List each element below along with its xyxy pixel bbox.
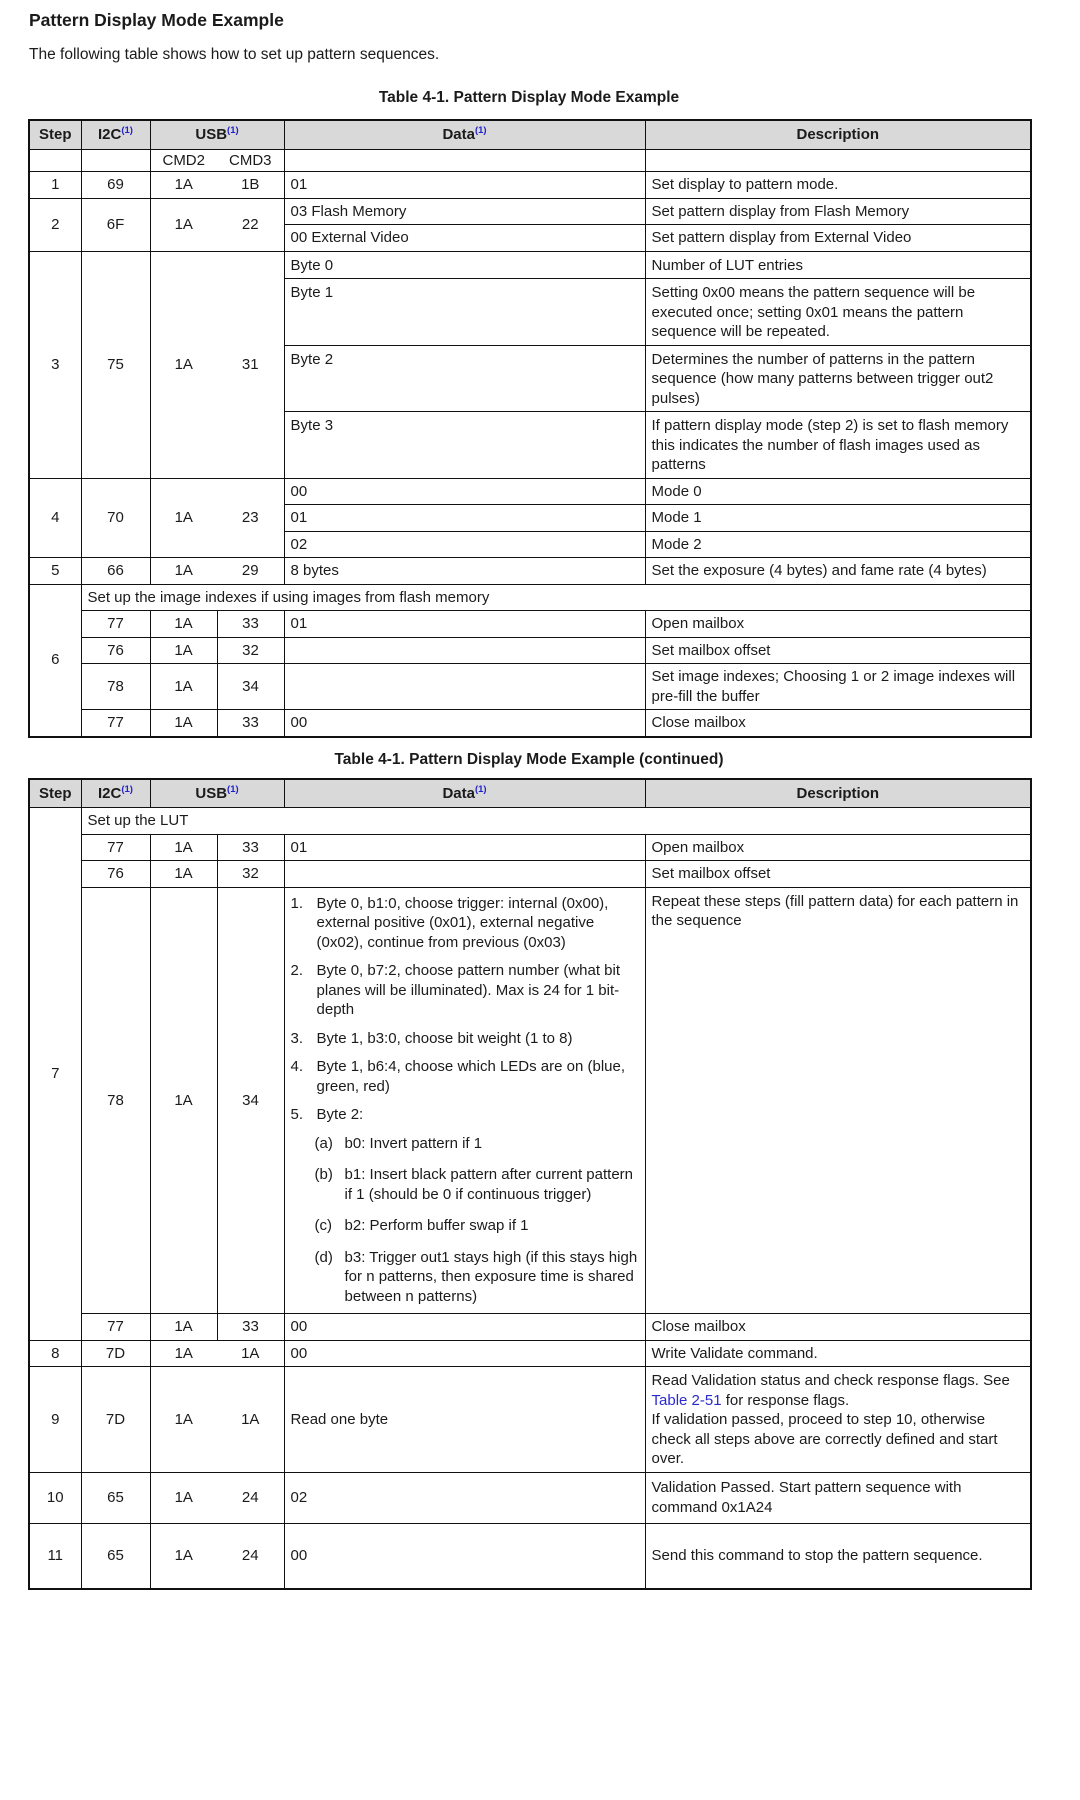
footnote-ref[interactable]: (1) — [474, 783, 487, 795]
page-heading: Pattern Display Mode Example — [29, 10, 284, 30]
list-number: 2. — [290, 962, 304, 979]
table-row-step7e — [29, 1314, 1031, 1341]
i2c-cell: 77 — [81, 710, 150, 737]
col-header-description — [645, 779, 1031, 808]
footnote-ref[interactable]: (1) — [474, 125, 487, 136]
cmd2-cell: 1A — [150, 172, 217, 199]
data-cell: 01 — [284, 834, 645, 861]
col-header-data-label: Data — [442, 784, 475, 802]
cmd3-cell: 33 — [217, 1314, 284, 1341]
table-link[interactable]: Table 2-51 — [651, 1391, 722, 1409]
cmd2-cell: 1A — [150, 861, 217, 888]
cmd-subheader-row — [29, 149, 1031, 172]
col-header-step-label: Step — [38, 126, 72, 143]
i2c-cell: 69 — [81, 172, 150, 199]
table-row-step6 — [29, 584, 1031, 611]
section-row-label: Set up the LUT — [81, 808, 1031, 835]
list-text: Byte 0, b1:0, choose trigger: internal (0x00), external positive (0x01), external negative (0x02), continue from previous (0x03) — [316, 894, 609, 951]
table-row-step2 — [29, 198, 1031, 225]
data-cell — [284, 637, 645, 664]
cmd3-cell: 32 — [217, 637, 284, 664]
table-row-step9 — [29, 1367, 1031, 1473]
data-cell: 00 — [284, 1340, 645, 1367]
col-header-usb-label: USB — [195, 126, 228, 143]
table-row-step6b — [29, 611, 1031, 638]
desc-cell — [645, 1367, 1031, 1473]
desc-cell: Set pattern display from Flash Memory — [645, 198, 1031, 225]
pattern-table-2 — [28, 778, 1032, 1590]
list-number: (b) — [314, 1166, 333, 1183]
i2c-cell: 78 — [81, 887, 150, 1314]
i2c-cell: 65 — [81, 1523, 150, 1589]
desc-cell: Set image indexes; Choosing 1 or 2 image indexes will pre-fill the buffer — [645, 664, 1031, 710]
i2c-cell: 75 — [81, 251, 150, 478]
desc-text: Read Validation status and check response flags. See — [651, 1372, 1010, 1389]
list-number: 3. — [290, 1029, 304, 1047]
step-cell — [29, 149, 81, 172]
i2c-cell: 77 — [81, 834, 150, 861]
cmd3-cell: 34 — [217, 887, 284, 1314]
col-header-step — [29, 779, 81, 808]
i2c-cell: 66 — [81, 558, 150, 585]
desc-cell: Open mailbox — [645, 611, 1031, 638]
table-row-step7b — [29, 834, 1031, 861]
cmd3-cell: 32 — [217, 861, 284, 888]
list-item — [291, 1057, 639, 1096]
desc-cell: Send this command to stop the pattern sequence. — [645, 1523, 1031, 1589]
list-text: b2: Perform buffer swap if 1 — [344, 1217, 529, 1234]
cmd3-cell: 1A — [217, 1367, 284, 1473]
data-cell: 01 — [284, 611, 645, 638]
col-header-i2c — [81, 120, 150, 149]
col-header-usb — [150, 779, 284, 808]
desc-cell: Close mailbox — [645, 1314, 1031, 1341]
header-row — [29, 779, 1031, 808]
data-cell: 01 — [284, 172, 645, 199]
list-number: (a) — [314, 1134, 333, 1152]
data-cell: Read one byte — [284, 1367, 645, 1473]
cmd3-cell: 24 — [217, 1523, 284, 1589]
cmd2-cell: 1A — [150, 1314, 217, 1341]
data-cell — [284, 149, 645, 172]
data-cell: Byte 1 — [284, 279, 645, 346]
list-text: Byte 1, b3:0, choose bit weight (1 to 8) — [316, 1029, 573, 1047]
list-text: b0: Invert pattern if 1 — [344, 1134, 483, 1152]
desc-cell: Open mailbox — [645, 834, 1031, 861]
desc-cell: Validation Passed. Start pattern sequence with command 0x1A24 — [645, 1472, 1031, 1523]
step-cell: 4 — [29, 478, 81, 558]
cmd3-cell: 1B — [217, 172, 284, 199]
footnote-ref[interactable]: (1) — [121, 125, 133, 136]
table-caption-2: Table 4-1. Pattern Display Mode Example (continued) — [334, 750, 724, 768]
i2c-cell: 77 — [81, 1314, 150, 1341]
section-row-label: Set up the image indexes if using images from flash memory — [81, 584, 1031, 611]
cmd3-cell: 24 — [217, 1472, 284, 1523]
list-text: Byte 2: — [316, 1106, 364, 1123]
cmd2-cell: 1A — [150, 710, 217, 737]
col-header-description-label: Description — [796, 126, 880, 143]
i2c-cell: 65 — [81, 1472, 150, 1523]
cmd2-cell: 1A — [150, 1367, 217, 1473]
i2c-cell: 6F — [81, 198, 150, 251]
table-row-step1 — [29, 172, 1031, 199]
table-row-step10 — [29, 1472, 1031, 1523]
list-subitem — [315, 1165, 639, 1204]
data-cell: Byte 2 — [284, 345, 645, 412]
list-text: b1: Insert black pattern after current pattern if 1 (should be 0 if continuous trigger) — [344, 1166, 634, 1203]
data-cell — [284, 887, 645, 1314]
step-cell: 5 — [29, 558, 81, 585]
table-caption-1: Table 4-1. Pattern Display Mode Example — [378, 89, 680, 106]
col-header-step — [29, 120, 81, 149]
cmd2-cell: 1A — [150, 478, 217, 558]
table-row-step6e — [29, 710, 1031, 737]
cmd2-cell: 1A — [150, 664, 217, 710]
col-header-description — [645, 120, 1031, 149]
col-header-data-label: Data — [442, 126, 475, 143]
step-cell: 7 — [29, 808, 81, 1341]
desc-cell: Mode 1 — [645, 505, 1031, 532]
data-cell: 02 — [284, 1472, 645, 1523]
table-row-step8 — [29, 1340, 1031, 1367]
desc-cell: Number of LUT entries — [645, 251, 1031, 279]
footnote-ref[interactable]: (1) — [227, 783, 239, 795]
cmd2-cell: 1A — [150, 558, 217, 585]
col-header-usb-label: USB — [195, 784, 228, 802]
col-header-step-label: Step — [38, 784, 72, 802]
list-number: (c) — [314, 1217, 333, 1234]
list-number: 1. — [290, 894, 304, 912]
cmd2-cell: 1A — [150, 198, 217, 251]
step-cell: 6 — [29, 584, 81, 737]
step-cell: 3 — [29, 251, 81, 478]
list-subitem — [315, 1248, 639, 1307]
data-cell: 00 — [284, 478, 645, 505]
desc-text: If validation passed, proceed to step 10, otherwise check all steps above are correctly defined and start over. — [651, 1411, 998, 1467]
i2c-cell — [81, 149, 150, 172]
step-cell: 8 — [29, 1340, 81, 1367]
data-cell: 00 — [284, 1523, 645, 1589]
list-text: Byte 0, b7:2, choose pattern number (what bit planes will be illuminated). Max is 24 for 1 bit-depth — [316, 962, 621, 1018]
i2c-cell: 76 — [81, 637, 150, 664]
cmd2-cell: 1A — [150, 887, 217, 1314]
cmd3-cell: 1A — [217, 1340, 284, 1367]
data-cell: Byte 3 — [284, 412, 645, 479]
table-row-step4 — [29, 478, 1031, 505]
cmd2-cell: 1A — [150, 637, 217, 664]
desc-cell: Write Validate command. — [645, 1340, 1031, 1367]
header-row — [29, 120, 1031, 149]
cmd2-cell: 1A — [150, 611, 217, 638]
cmd2-header-cell: CMD2 — [150, 149, 217, 172]
cmd3-cell: 22 — [217, 198, 284, 251]
cmd3-cell: 33 — [217, 611, 284, 638]
data-cell: 00 — [284, 710, 645, 737]
i2c-cell: 70 — [81, 478, 150, 558]
desc-cell — [645, 149, 1031, 172]
cmd2-cell: 1A — [150, 1523, 217, 1589]
step-cell: 1 — [29, 172, 81, 199]
col-header-data — [284, 120, 645, 149]
list-subitem — [315, 1216, 639, 1236]
intro-text: The following table shows how to set up pattern sequences. — [29, 46, 440, 63]
table-row-step7-pattern-data — [29, 887, 1031, 1314]
cmd3-cell: 33 — [217, 710, 284, 737]
list-number: 5. — [290, 1106, 304, 1123]
col-header-i2c-label: I2C — [98, 126, 122, 143]
step-cell: 2 — [29, 198, 81, 251]
step-cell: 11 — [29, 1523, 81, 1589]
col-header-description-label: Description — [796, 784, 880, 802]
cmd2-cell: 1A — [150, 251, 217, 478]
i2c-cell: 7D — [81, 1367, 150, 1473]
data-cell: 01 — [284, 505, 645, 532]
i2c-cell: 76 — [81, 861, 150, 888]
cmd2-cell: 1A — [150, 1340, 217, 1367]
list-item — [291, 894, 639, 953]
cmd3-cell: 31 — [217, 251, 284, 478]
data-cell — [284, 664, 645, 710]
data-cell: 8 bytes — [284, 558, 645, 585]
lut-byte-list — [291, 892, 639, 1311]
list-item — [291, 961, 639, 1020]
desc-cell: Mode 2 — [645, 531, 1031, 558]
cmd3-cell: 33 — [217, 834, 284, 861]
data-cell: 03 Flash Memory — [284, 198, 645, 225]
cmd3-cell: 34 — [217, 664, 284, 710]
list-item — [291, 1105, 639, 1125]
table-row-step11 — [29, 1523, 1031, 1589]
cmd2-cell: 1A — [150, 1472, 217, 1523]
col-header-data — [284, 779, 645, 808]
step-cell: 10 — [29, 1472, 81, 1523]
footnote-ref[interactable]: (1) — [121, 783, 133, 795]
desc-cell: Set display to pattern mode. — [645, 172, 1031, 199]
col-header-usb — [150, 120, 284, 149]
cmd3-header-cell: CMD3 — [217, 149, 284, 172]
pattern-table-1 — [28, 119, 1032, 738]
cmd2-cell: 1A — [150, 834, 217, 861]
desc-cell: Set mailbox offset — [645, 637, 1031, 664]
desc-cell: If pattern display mode (step 2) is set to flash memory this indicates the number of flash images used as patterns — [645, 412, 1031, 479]
data-cell — [284, 861, 645, 888]
list-number: (d) — [314, 1248, 333, 1266]
i2c-cell: 77 — [81, 611, 150, 638]
table-row-step7c — [29, 861, 1031, 888]
desc-cell: Determines the number of patterns in the pattern sequence (how many patterns between trigger out2 pulses) — [645, 345, 1031, 412]
desc-cell: Repeat these steps (fill pattern data) for each pattern in the sequence — [645, 887, 1031, 1314]
table-row-step6c — [29, 637, 1031, 664]
desc-cell: Setting 0x00 means the pattern sequence will be executed once; setting 0x01 means the pattern sequence will be repeated. — [645, 279, 1031, 346]
i2c-cell: 7D — [81, 1340, 150, 1367]
col-header-i2c — [81, 779, 150, 808]
table-row-step7 — [29, 808, 1031, 835]
data-cell: 02 — [284, 531, 645, 558]
data-cell: 00 — [284, 1314, 645, 1341]
list-text: b3: Trigger out1 stays high (if this stays high for n patterns, then exposure time is shared between n patterns) — [344, 1248, 638, 1305]
i2c-cell: 78 — [81, 664, 150, 710]
cmd3-cell: 29 — [217, 558, 284, 585]
list-number: 4. — [290, 1058, 304, 1075]
desc-text: for response flags. — [721, 1391, 850, 1409]
desc-cell: Set the exposure (4 bytes) and fame rate (4 bytes) — [645, 558, 1031, 585]
list-text: Byte 1, b6:4, choose which LEDs are on (blue, green, red) — [316, 1058, 626, 1095]
desc-cell: Set mailbox offset — [645, 861, 1031, 888]
data-cell: 00 External Video — [284, 225, 645, 252]
footnote-ref[interactable]: (1) — [227, 125, 239, 136]
table-row-step3 — [29, 251, 1031, 279]
step-cell: 9 — [29, 1367, 81, 1473]
desc-cell: Close mailbox — [645, 710, 1031, 737]
list-item — [291, 1029, 639, 1049]
col-header-i2c-label: I2C — [98, 784, 122, 802]
list-subitem — [315, 1134, 639, 1154]
desc-cell: Mode 0 — [645, 478, 1031, 505]
data-cell: Byte 0 — [284, 251, 645, 279]
desc-cell: Set pattern display from External Video — [645, 225, 1031, 252]
table-row-step6d — [29, 664, 1031, 710]
table-row-step5 — [29, 558, 1031, 585]
cmd3-cell: 23 — [217, 478, 284, 558]
